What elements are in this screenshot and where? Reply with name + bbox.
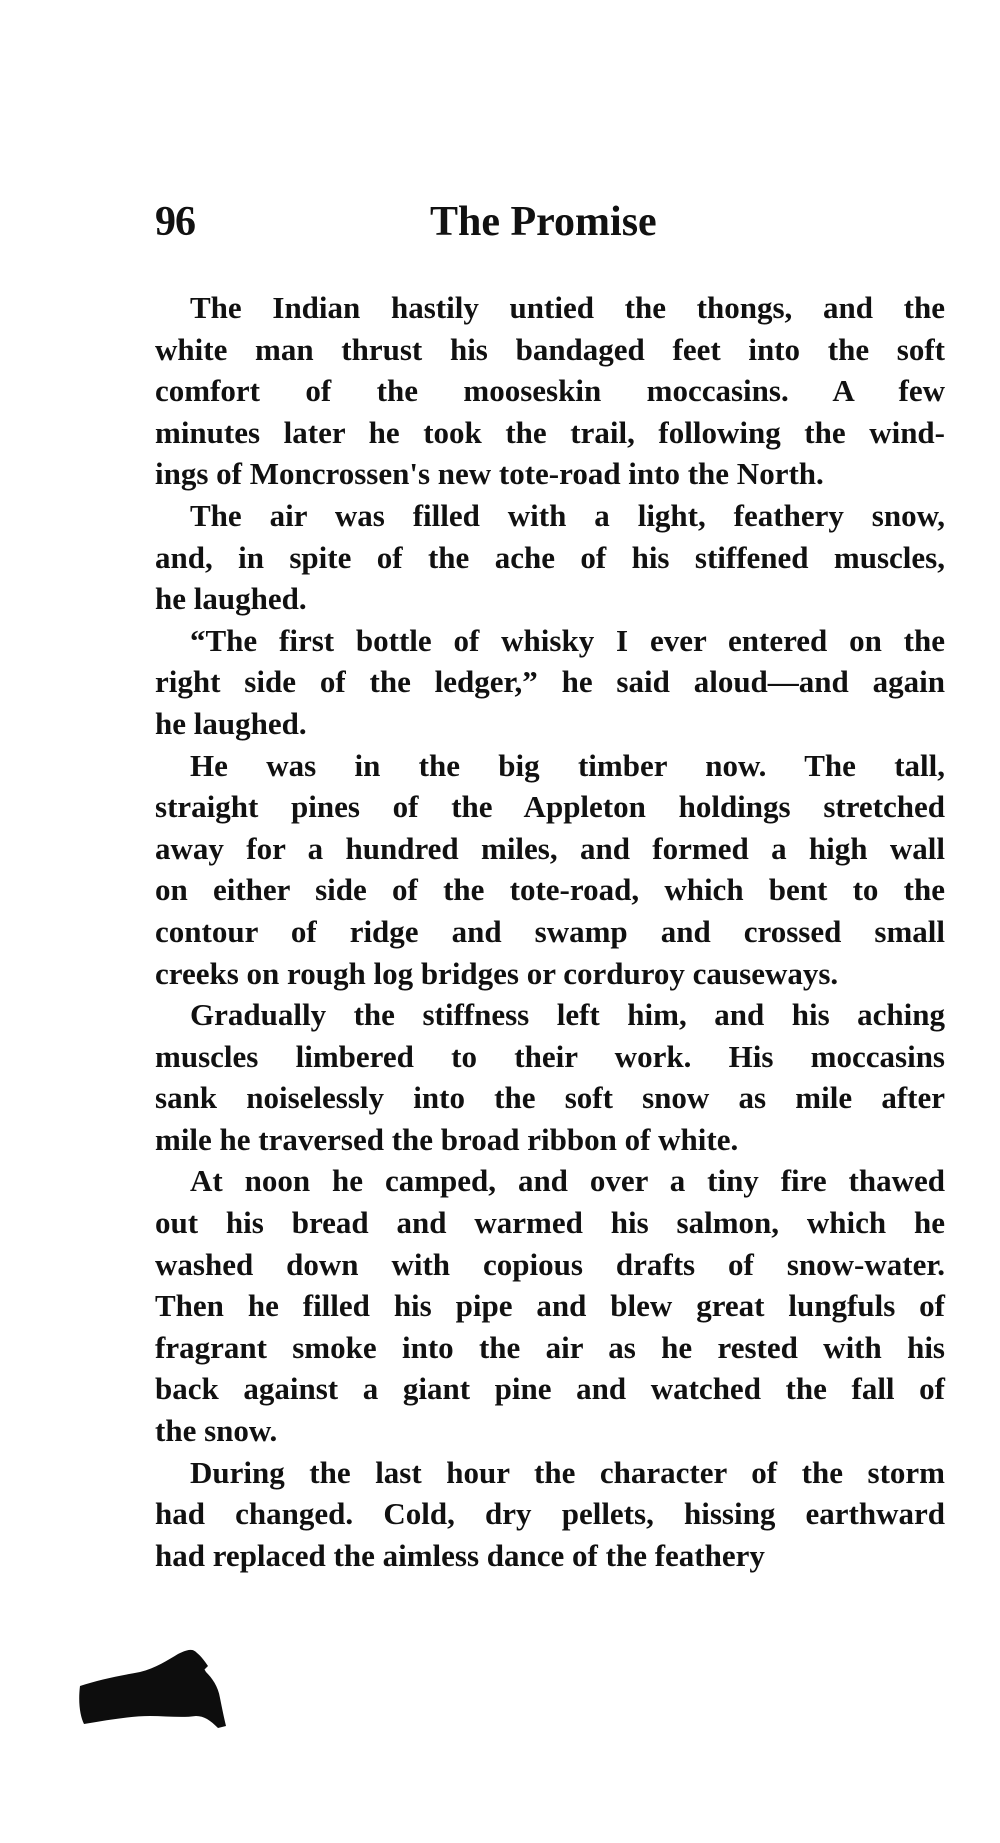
ink-blot-mark bbox=[78, 1646, 228, 1731]
text-line: contour of ridge and swamp and crossed small bbox=[155, 913, 945, 949]
text-line: he laughed. bbox=[155, 581, 307, 617]
paragraph bbox=[155, 1452, 945, 1577]
paragraph bbox=[155, 994, 945, 1160]
paragraph bbox=[155, 1160, 945, 1451]
text-line: out his bread and warmed his salmon, which he bbox=[155, 1205, 945, 1241]
text-line: had changed. Cold, dry pellets, hissing earthward bbox=[155, 1496, 945, 1532]
text-line: had replaced the aimless dance of the feathery bbox=[155, 1537, 765, 1573]
text-line: on either side of the tote-road, which bent to the bbox=[155, 872, 945, 908]
text-line: He was in the big timber now. The tall, bbox=[190, 747, 945, 783]
paragraph bbox=[155, 620, 945, 745]
text-line: During the last hour the character of the storm bbox=[190, 1454, 945, 1490]
text-line: white man thrust his bandaged feet into the soft bbox=[155, 331, 945, 367]
text-line: The air was filled with a light, feathery snow, bbox=[190, 497, 945, 533]
text-line: comfort of the mooseskin moccasins. A few bbox=[155, 373, 945, 409]
text-line: right side of the ledger,” he said aloud—and again bbox=[155, 664, 945, 700]
text-line: mile he traversed the broad ribbon of white. bbox=[155, 1121, 739, 1157]
text-line: minutes later he took the trail, following the wind- bbox=[155, 414, 945, 450]
text-line: straight pines of the Appleton holdings stretched bbox=[155, 789, 945, 825]
text-line: away for a hundred miles, and formed a high wall bbox=[155, 830, 945, 866]
paragraph bbox=[155, 745, 945, 995]
text-line: “The first bottle of whisky I ever entered on the bbox=[190, 622, 945, 658]
text-line: Then he filled his pipe and blew great lungfuls of bbox=[155, 1288, 945, 1324]
text-line: back against a giant pine and watched the fall of bbox=[155, 1371, 945, 1407]
text-line: he laughed. bbox=[155, 705, 307, 741]
text-line: ings of Moncrossen's new tote-road into the North. bbox=[155, 456, 824, 492]
text-line: fragrant smoke into the air as he rested with his bbox=[155, 1329, 945, 1365]
text-line: muscles limbered to their work. His moccasins bbox=[155, 1038, 945, 1074]
page-number: 96 bbox=[155, 199, 195, 245]
text-line: creeks on rough log bridges or corduroy causeways. bbox=[155, 955, 839, 991]
text-line: The Indian hastily untied the thongs, and the bbox=[190, 290, 945, 325]
body-text bbox=[155, 287, 945, 1576]
text-line: sank noiselessly into the soft snow as mile after bbox=[155, 1080, 945, 1116]
running-title: The Promise bbox=[430, 199, 657, 245]
text-line: Gradually the stiffness left him, and his aching bbox=[190, 997, 945, 1033]
text-line: At noon he camped, and over a tiny fire thawed bbox=[190, 1163, 945, 1199]
text-line: the snow. bbox=[155, 1413, 278, 1449]
paragraph bbox=[155, 287, 945, 495]
text-line: and, in spite of the ache of his stiffened muscles, bbox=[155, 539, 945, 575]
text-line: washed down with copious drafts of snow-water. bbox=[155, 1246, 945, 1282]
paragraph bbox=[155, 495, 945, 620]
